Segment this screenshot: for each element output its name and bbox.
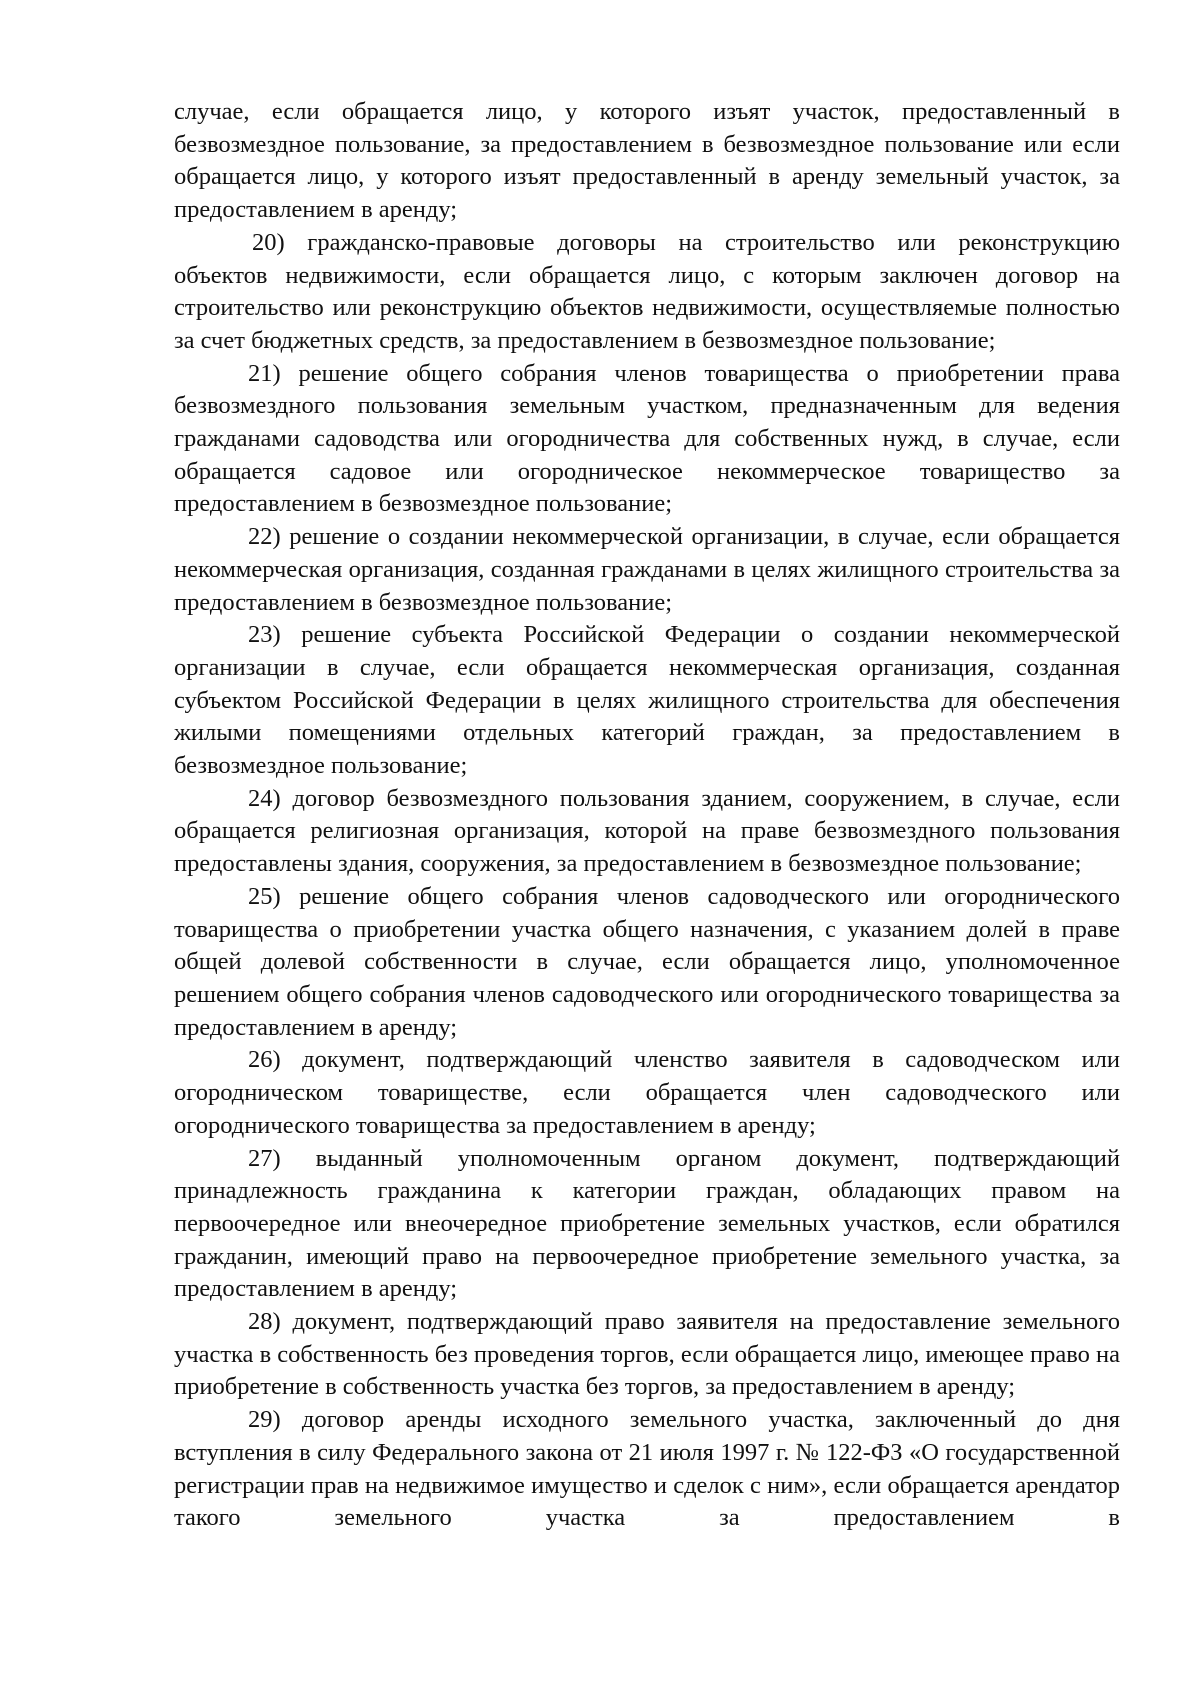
paragraph-text: договор аренды исходного земельного участка, заключенный до дня вступления в силу Федерального закона от 21 июля 1997 г. № 122-ФЗ «О государственной регистрации прав на недвижимое имущество и сделок с ним», если обращается арендатор такого земельного участка за предоставлением в	[174, 1406, 1121, 1532]
paragraph-item-21	[174, 358, 1120, 522]
document-page	[174, 96, 1120, 1535]
paragraph-item-22	[174, 521, 1120, 619]
item-number: 23)	[248, 621, 281, 649]
paragraph-text: гражданско-правовые договоры на строительство или реконструкцию объектов недвижимости, если обращается лицо, с которым заключен договор на строительство или реконструкцию объектов недвижимости, осуществляемые полностью за счет бюджетных средств, за предоставлением в безвозмездное пользование;	[174, 228, 1120, 354]
item-number: 25)	[248, 882, 281, 910]
paragraph-text: решение о создании некоммерческой организации, в случае, если обращается некоммерческая организация, созданная гражданами в целях жилищного строительства за предоставлением в безвозмездное пользование;	[174, 523, 1121, 616]
item-number: 29)	[248, 1406, 281, 1434]
paragraph-text: выданный уполномоченным органом документ, подтверждающий принадлежность гражданина к категории граждан, обладающих правом на первоочередное или внеочередное приобретение земельных участков, если обратился гражданин, имеющий право на первоочередное приобретение земельного участка, за предоставлением в аренду;	[174, 1144, 1120, 1303]
paragraph-text: документ, подтверждающий членство заявителя в садоводческом или огородническом товариществе, если обращается член садоводческого или огороднического товарищества за предоставлением в аренду;	[174, 1046, 1121, 1139]
paragraph-text: решение общего собрания членов товарищества о приобретении права безвозмездного пользования земельным участком, предназначенным для ведения гражданами садоводства или огородничества для собственных нужд, в случае, если обращается садовое или огородническое некоммерческое товарищество за предоставлением в безвозмездное пользование;	[174, 359, 1120, 518]
paragraph-item-27	[174, 1143, 1120, 1307]
paragraph-text: случае, если обращается лицо, у которого изъят участок, предоставленный в безвозмездное пользование, за предоставлением в безвозмездное пользование или если обращается лицо, у которого изъят предоставленный в аренду земельный участок, за предоставлением в аренду;	[174, 98, 1120, 224]
paragraph-text: документ, подтверждающий право заявителя на предоставление земельного участка в собственность без проведения торгов, если обращается лицо, имеющее право на приобретение в собственность участка без торгов, за предоставлением в аренду;	[174, 1308, 1120, 1401]
paragraph-item-25	[174, 881, 1120, 1045]
paragraph-text: договор безвозмездного пользования зданием, сооружением, в случае, если обращается религиозная организация, которой на праве безвозмездного пользования предоставлены здания, сооружения, за предоставлением в безвозмездное пользование;	[174, 784, 1120, 878]
item-number: 26)	[248, 1046, 281, 1074]
paragraph-item-26	[174, 1044, 1120, 1142]
paragraph-continuation	[174, 96, 1120, 227]
item-number: 24)	[248, 784, 281, 812]
paragraph-item-24	[174, 783, 1120, 881]
paragraph-text: решение субъекта Российской Федерации о создании некоммерческой организации в случае, если обращается некоммерческая организация, созданная субъектом Российской Федерации в целях жилищного строительства для обеспечения жилыми помещениями отдельных категорий граждан, за предоставлением в безвозмездное пользование;	[174, 621, 1121, 780]
paragraph-text: решение общего собрания членов садоводческого или огороднического товарищества о приобретении участка общего назначения, с указанием долей в праве общей долевой собственности в случае, если обращается лицо, уполномоченное решением общего собрания членов садоводческого или огороднического товарищества за предоставлением в аренду;	[174, 882, 1120, 1041]
paragraph-item-20	[174, 227, 1120, 358]
paragraph-item-23	[174, 619, 1120, 783]
paragraph-item-28	[174, 1306, 1120, 1404]
item-number: 20)	[252, 228, 285, 256]
item-number: 28)	[248, 1308, 281, 1336]
item-number: 27)	[248, 1144, 281, 1172]
item-number: 22)	[248, 523, 281, 551]
item-number: 21)	[248, 359, 281, 387]
paragraph-item-29	[174, 1404, 1120, 1535]
